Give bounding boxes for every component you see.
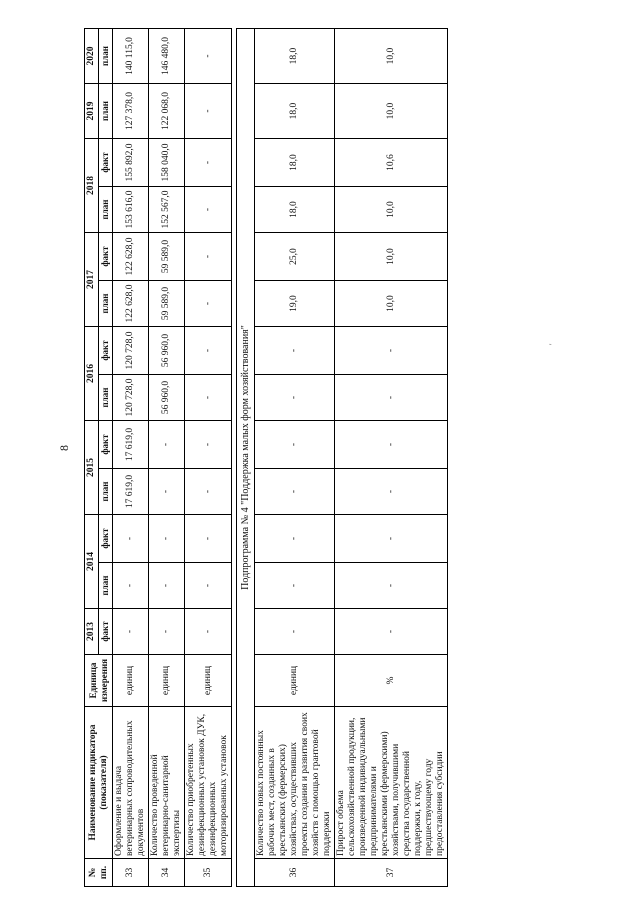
header-plan: план [99, 29, 113, 84]
value-cell: - [113, 563, 149, 609]
indicator-name-cell: Прирост объема сельскохозяйственной продукции, произведенной индивидуальными предпринимателями и крестьянскими (фермерскими) хозяйствами, получившими средства государственной поддержки, к году, предшествующему году предоставления субсидии [335, 707, 448, 859]
row-number-cell: 34 [149, 859, 185, 887]
value-cell: - [255, 375, 335, 421]
header-year: 2014 [85, 515, 99, 609]
unit-cell: единиц [255, 655, 335, 707]
value-cell: 140 115,0 [113, 29, 149, 84]
table-body-subprogram-4 [255, 29, 448, 887]
value-cell: 10,0 [335, 84, 448, 139]
header-name: Наименование индикатора (показателя) [85, 707, 113, 859]
indicator-name-cell: Оформление и выдача ветеринарных сопроводительных документов [113, 707, 149, 859]
value-cell: - [255, 327, 335, 375]
header-plan: план [99, 281, 113, 327]
value-cell: - [149, 421, 185, 469]
value-cell: 10,0 [335, 281, 448, 327]
value-cell: 10,6 [335, 139, 448, 187]
stray-mark: ' [548, 343, 557, 345]
value-cell: - [255, 563, 335, 609]
value-cell: 17 619,0 [113, 421, 149, 469]
page-number: 8 [57, 445, 71, 451]
value-cell: 25,0 [255, 233, 335, 281]
value-cell: - [335, 469, 448, 515]
value-cell: - [185, 469, 232, 515]
value-cell: - [335, 563, 448, 609]
value-cell: - [149, 469, 185, 515]
value-cell: 10,0 [335, 29, 448, 84]
subprogram-row [237, 29, 255, 887]
header-fact: факт [99, 421, 113, 469]
value-cell: - [255, 469, 335, 515]
value-cell: 155 892,0 [113, 139, 149, 187]
subprogram-section [232, 29, 255, 887]
table-row [149, 29, 185, 887]
header-num: № пп. [85, 859, 113, 887]
value-cell: 56 960,0 [149, 327, 185, 375]
value-cell: - [185, 563, 232, 609]
value-cell: 10,0 [335, 187, 448, 233]
header-plan: план [99, 469, 113, 515]
indicators-table [84, 28, 448, 887]
value-cell: 56 960,0 [149, 375, 185, 421]
value-cell: - [185, 609, 232, 655]
value-cell: - [185, 327, 232, 375]
table-row [185, 29, 232, 887]
value-cell: - [149, 515, 185, 563]
unit-cell: единиц [185, 655, 232, 707]
value-cell: 152 567,0 [149, 187, 185, 233]
value-cell: - [113, 515, 149, 563]
value-cell: 146 480,0 [149, 29, 185, 84]
value-cell: 10,0 [335, 233, 448, 281]
header-year: 2013 [85, 609, 99, 655]
value-cell: 17 619,0 [113, 469, 149, 515]
value-cell: - [255, 421, 335, 469]
header-row-years [85, 29, 99, 887]
value-cell: 120 728,0 [113, 327, 149, 375]
header-year: 2019 [85, 84, 99, 139]
row-number-cell: 33 [113, 859, 149, 887]
unit-cell: % [335, 655, 448, 707]
value-cell: - [185, 84, 232, 139]
value-cell: - [149, 609, 185, 655]
value-cell: - [149, 563, 185, 609]
indicator-name-cell: Количество приобретенных дезинфекционных установок ДУК, дезинфекционных моторизированных установок [185, 707, 232, 859]
value-cell: 127 378,0 [113, 84, 149, 139]
value-cell: 153 616,0 [113, 187, 149, 233]
header-fact: факт [99, 233, 113, 281]
row-number-cell: 35 [185, 859, 232, 887]
value-cell: - [255, 609, 335, 655]
header-year: 2017 [85, 233, 99, 327]
value-cell: - [185, 515, 232, 563]
value-cell: - [185, 233, 232, 281]
value-cell: - [335, 327, 448, 375]
header-fact: факт [99, 609, 113, 655]
header-fact: факт [99, 327, 113, 375]
table-body-subprogram-3 [113, 29, 232, 887]
value-cell: - [185, 139, 232, 187]
value-cell: 122 628,0 [113, 233, 149, 281]
value-cell: 122 628,0 [113, 281, 149, 327]
header-fact: факт [99, 139, 113, 187]
value-cell: - [335, 515, 448, 563]
value-cell: 18,0 [255, 29, 335, 84]
unit-cell: единиц [149, 655, 185, 707]
table-row [255, 29, 335, 887]
header-plan: план [99, 187, 113, 233]
header-plan: план [99, 84, 113, 139]
unit-cell: единиц [113, 655, 149, 707]
value-cell: - [335, 609, 448, 655]
table-row [335, 29, 448, 887]
value-cell: - [113, 609, 149, 655]
value-cell: 18,0 [255, 84, 335, 139]
value-cell: 18,0 [255, 139, 335, 187]
value-cell: 19,0 [255, 281, 335, 327]
value-cell: - [335, 421, 448, 469]
value-cell: 18,0 [255, 187, 335, 233]
header-year: 2018 [85, 139, 99, 233]
value-cell: - [185, 281, 232, 327]
row-number-cell: 36 [255, 859, 335, 887]
header-unit: Единица измерения [85, 655, 113, 707]
header-year: 2015 [85, 421, 99, 515]
value-cell: 122 068,0 [149, 84, 185, 139]
header-fact: факт [99, 515, 113, 563]
subprogram-title: Подпрограмма № 4 "Поддержка малых форм хозяйствования" [237, 29, 255, 887]
value-cell: - [185, 187, 232, 233]
value-cell: - [185, 29, 232, 84]
value-cell: 120 728,0 [113, 375, 149, 421]
row-number-cell: 37 [335, 859, 448, 887]
table-row [113, 29, 149, 887]
header-plan: план [99, 375, 113, 421]
value-cell: 59 589,0 [149, 233, 185, 281]
value-cell: - [255, 515, 335, 563]
value-cell: 59 589,0 [149, 281, 185, 327]
value-cell: 158 040,0 [149, 139, 185, 187]
value-cell: - [335, 375, 448, 421]
value-cell: - [185, 421, 232, 469]
indicator-name-cell: Количество проведенной ветеринарно-санитарной экспертизы [149, 707, 185, 859]
header-plan: план [99, 563, 113, 609]
header-year: 2016 [85, 327, 99, 421]
indicator-name-cell: Количество новых постоянных рабочих мест, созданных в крестьянских (фермерских) хозяйствах, осуществивших проекты создания и развития своих хозяйств с помощью грантовой поддержки [255, 707, 335, 859]
value-cell: - [185, 375, 232, 421]
header-year: 2020 [85, 29, 99, 84]
